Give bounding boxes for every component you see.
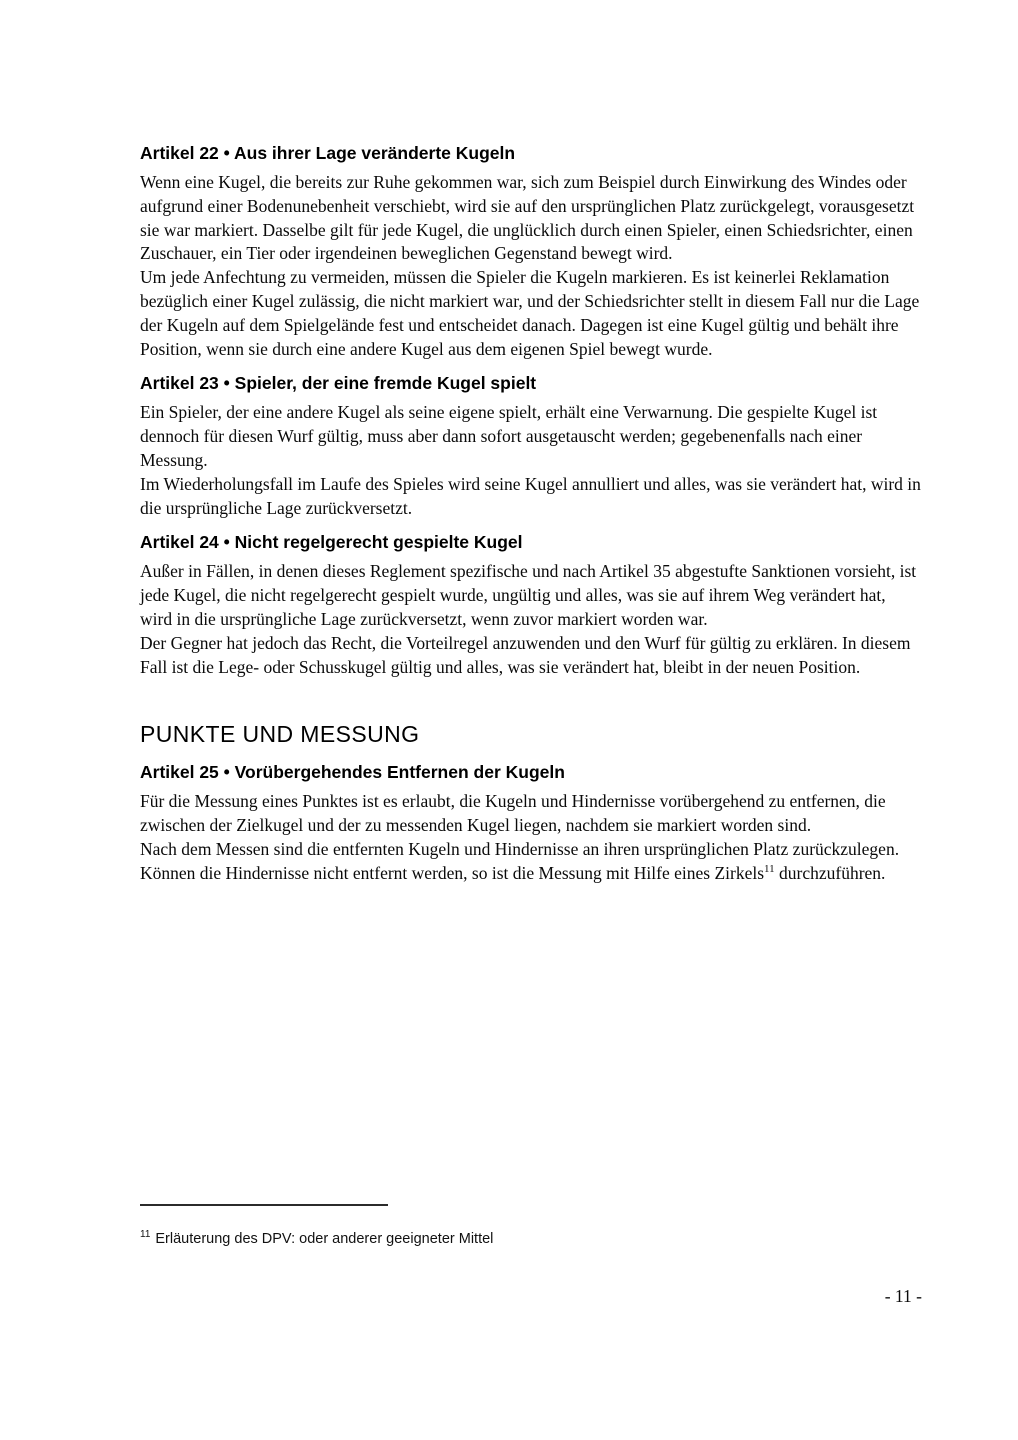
paragraph: Außer in Fällen, in denen dieses Reglement spezifische und nach Artikel 35 abgestufte Sanktionen vorsieht, ist jede Kugel, die nicht regelgerecht gespielt wurde, ungültig und alles, was sie auf ihrem Weg verändert hat, wird in die ursprüngliche Lage zurückversetzt, wenn zuvor markiert worden war.	[140, 561, 917, 629]
section-artikel-23	[140, 373, 922, 520]
footnote-marker: 11	[140, 1229, 151, 1241]
chapter-heading: PUNKTE UND MESSUNG	[140, 721, 420, 748]
footnote-area	[140, 1204, 640, 1248]
paragraph-text: Nach dem Messen sind die entfernten Kugeln und Hindernisse an ihren ursprünglichen Platz zurückzulegen. Können die Hindernisse nicht entfernt werden, so ist die Messung mit Hilfe eines Zirkels	[140, 838, 900, 883]
paragraph: Im Wiederholungsfall im Laufe des Spieles wird seine Kugel annulliert und alles, was sie verändert hat, wird in die ursprüngliche Lage zurückversetzt.	[140, 473, 921, 518]
document-content	[140, 143, 922, 886]
paragraph: Ein Spieler, der eine andere Kugel als seine eigene spielt, erhält eine Verwarnung. Die gespielte Kugel ist dennoch für diesen Wurf gültig, muss aber dann sofort ausgetauscht werden; gegebenenfalls nach einer Messung.	[140, 402, 878, 470]
page-number: - 11 -	[884, 1286, 922, 1306]
artikel-22-heading: Artikel 22 • Aus ihrer Lage veränderte Kugeln	[140, 143, 516, 163]
footnote-reference: 11	[764, 862, 775, 875]
artikel-23-heading: Artikel 23 • Spieler, der eine fremde Kugel spielt	[140, 373, 537, 394]
artikel-24-heading: Artikel 24 • Nicht regelgerecht gespielte Kugel	[140, 532, 523, 553]
paragraph	[140, 838, 922, 886]
footnote-separator-rule	[140, 1204, 388, 1206]
section-artikel-25	[140, 762, 922, 885]
footnote	[140, 1230, 640, 1248]
footnote-text: Erläuterung des DPV: oder anderer geeigneter Mittel	[155, 1231, 494, 1247]
paragraph: Für die Messung eines Punktes ist es erlaubt, die Kugeln und Hindernisse vorübergehend zu entfernen, die zwischen der Zielkugel und der zu messenden Kugel liegen, nachdem sie markiert worden sind.	[140, 791, 886, 836]
paragraph: Der Gegner hat jedoch das Recht, die Vorteilregel anzuwenden und den Wurf für gültig zu erklären. In diesem Fall ist die Lege- oder Schusskugel gültig und alles, was sie verändert hat, bleibt in der neuen Position.	[140, 632, 911, 677]
paragraph: Um jede Anfechtung zu vermeiden, müssen die Spieler die Kugeln markieren. Es ist keinerlei Reklamation bezüglich einer Kugel zulässig, die nicht markiert war, und der Schiedsrichter stellt in diesem Fall nur die Lage der Kugeln auf dem Spielgelände fest und entscheidet danach. Dagegen ist eine Kugel gültig und behält ihre Position, wenn sie durch eine andere Kugel aus dem eigenen Spiel bewegt wurde.	[140, 267, 920, 359]
section-artikel-22	[140, 143, 922, 361]
paragraph: Wenn eine Kugel, die bereits zur Ruhe gekommen war, sich zum Beispiel durch Einwirkung des Windes oder aufgrund einer Bodenunebenheit verschiebt, wird sie auf den ursprünglichen Platz zurückgelegt, vorausgesetzt sie war markiert. Dasselbe gilt für jede Kugel, die unglücklich durch einen Spieler, einen Schiedsrichter, einen Zuschauer, ein Tier oder irgendeinen beweglichen Gegenstand bewegt wird.	[140, 172, 915, 264]
artikel-25-heading: Artikel 25 • Vorübergehendes Entfernen der Kugeln	[140, 762, 565, 783]
section-artikel-24	[140, 532, 922, 679]
paragraph-text: durchzuführen.	[774, 862, 886, 883]
